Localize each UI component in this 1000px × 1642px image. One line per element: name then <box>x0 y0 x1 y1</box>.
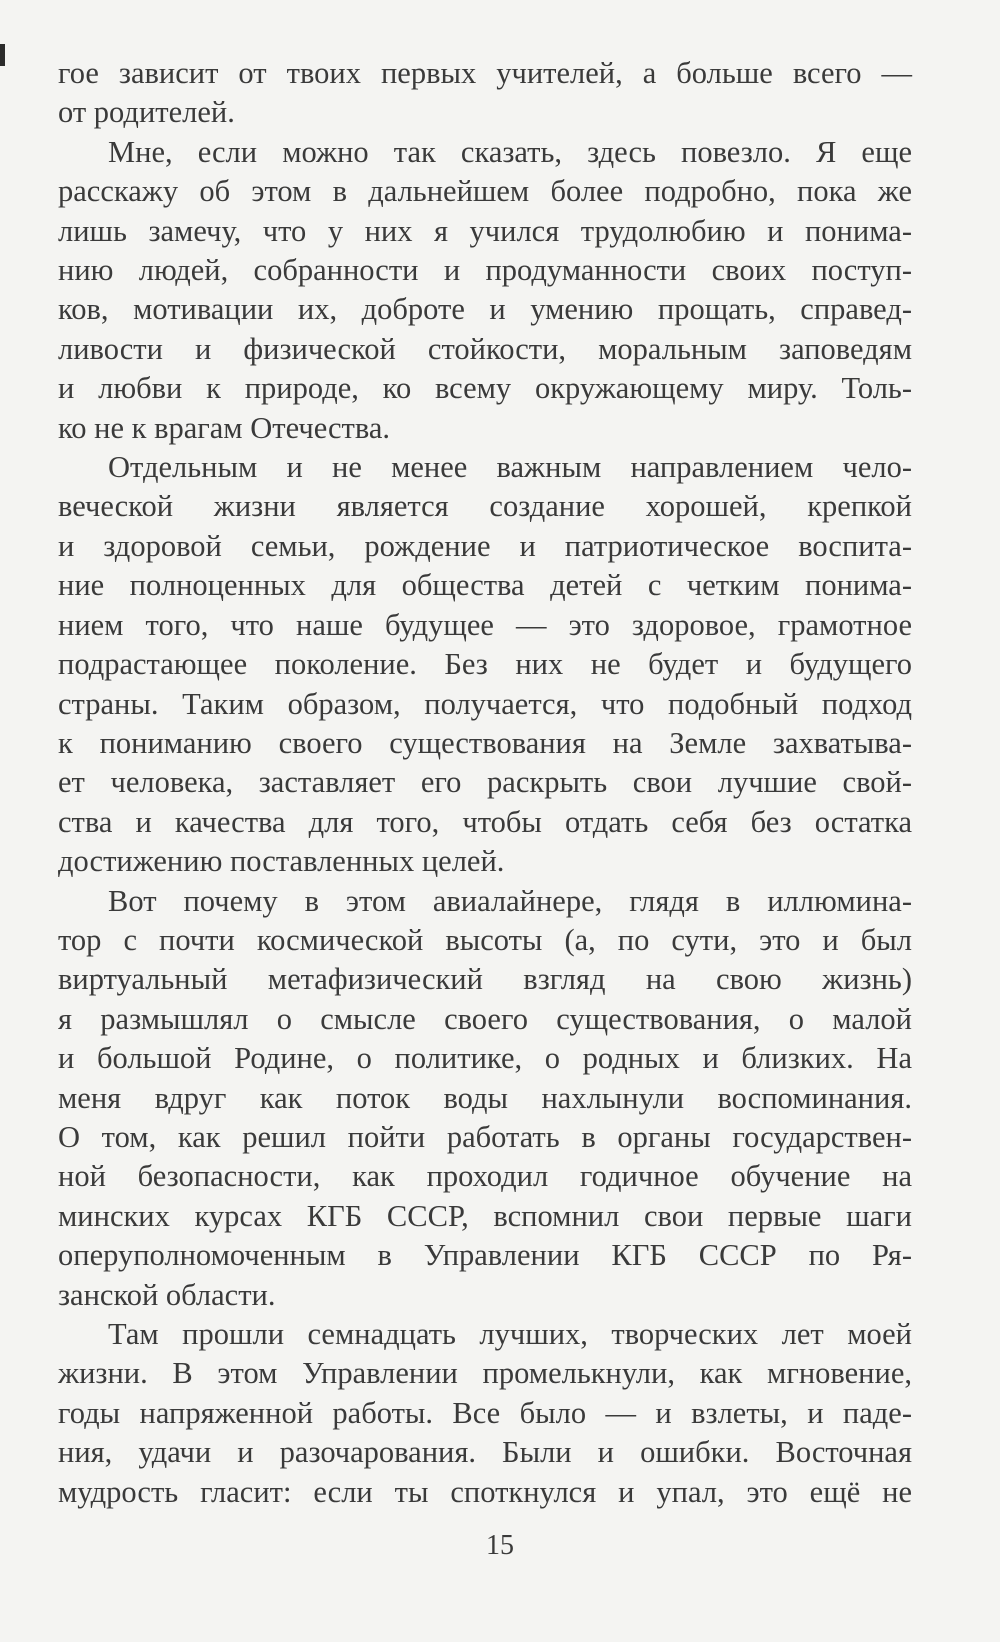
paragraph-3 <box>58 448 912 881</box>
text-line: ства и качества для того, чтобы отдать себя без остатка <box>58 804 912 839</box>
text-line: лишь замечу, что у них я учился трудолюбию и понима- <box>58 213 912 248</box>
paragraph-5 <box>58 1315 912 1512</box>
text-line: ние полноценных для общества детей с четким понима- <box>58 568 912 603</box>
text-line: нием того, что наше будущее — это здоровое, грамотное <box>58 607 912 642</box>
text-line: гое зависит от твоих первых учителей, а больше всего — <box>58 56 912 90</box>
text-line: Вот почему в этом авиалайнере, глядя в иллюмина- <box>108 883 912 918</box>
text-line: меня вдруг как поток воды нахлынули воспоминания. <box>58 1080 912 1115</box>
text-line: и большой Родине, о политике, о родных и близких. На <box>58 1041 912 1076</box>
body-text <box>58 54 912 1512</box>
text-line: Мне, если можно так сказать, здесь повезло. Я еще <box>108 134 912 169</box>
page-number: 15 <box>486 1530 514 1561</box>
text-line: страны. Таким образом, получается, что подобный подход <box>58 686 912 721</box>
text-line: от родителей. <box>58 95 235 130</box>
text-line: к пониманию своего существования на Земле захватыва- <box>58 725 912 760</box>
text-line: занской области. <box>58 1277 276 1312</box>
text-line: ной безопасности, как проходил годичное обучение на <box>58 1159 912 1194</box>
text-line: ния, удачи и разочарования. Были и ошибки. Восточная <box>58 1435 912 1470</box>
text-line: оперуполномоченным в Управлении КГБ СССР по Ря- <box>58 1238 912 1273</box>
text-line: Там прошли семнадцать лучших, творческих лет моей <box>108 1317 912 1351</box>
text-line: и здоровой семьи, рождение и патриотическое воспита- <box>58 528 912 563</box>
text-line: виртуальный метафизический взгляд на свою жизнь) <box>58 962 912 997</box>
text-line: я размышлял о смысле своего существования, о малой <box>58 1001 912 1036</box>
text-line: О том, как решил пойти работать в органы государствен- <box>58 1119 912 1154</box>
text-line: тор с почти космической высоты (а, по сути, это и был <box>58 922 912 957</box>
text-line: ко не к врагам Отечества. <box>58 410 391 445</box>
text-line: расскажу об этом в дальнейшем более подробно, пока же <box>58 174 912 209</box>
text-line: достижению поставленных целей. <box>58 844 505 879</box>
text-line: Отдельным и не менее важным направлением чело- <box>108 450 912 485</box>
paragraph-4 <box>58 882 912 1315</box>
paragraph-1 <box>58 54 912 133</box>
text-line: мудрость гласит: если ты споткнулся и упал, это ещё не <box>58 1474 912 1509</box>
spine-mark <box>0 44 5 66</box>
text-line: подрастающее поколение. Без них не будет и будущего <box>58 647 912 682</box>
text-line: ет человека, заставляет его раскрыть свои лучшие свой- <box>58 765 912 800</box>
text-line: минских курсах КГБ СССР, вспомнил свои первые шаги <box>58 1198 912 1233</box>
paragraph-2 <box>58 133 912 448</box>
text-line: веческой жизни является создание хорошей, крепкой <box>58 489 912 524</box>
text-line: нию людей, собранности и продуманности своих поступ- <box>58 253 912 288</box>
text-line: годы напряженной работы. Все было — и взлеты, и паде- <box>58 1395 912 1430</box>
text-line: жизни. В этом Управлении промелькнули, как мгновение, <box>58 1356 912 1391</box>
text-line: ков, мотивации их, доброте и умению прощать, справед- <box>58 292 912 327</box>
text-line: и любви к природе, ко всему окружающему миру. Толь- <box>58 371 912 406</box>
text-line: ливости и физической стойкости, моральным заповедям <box>58 331 912 366</box>
